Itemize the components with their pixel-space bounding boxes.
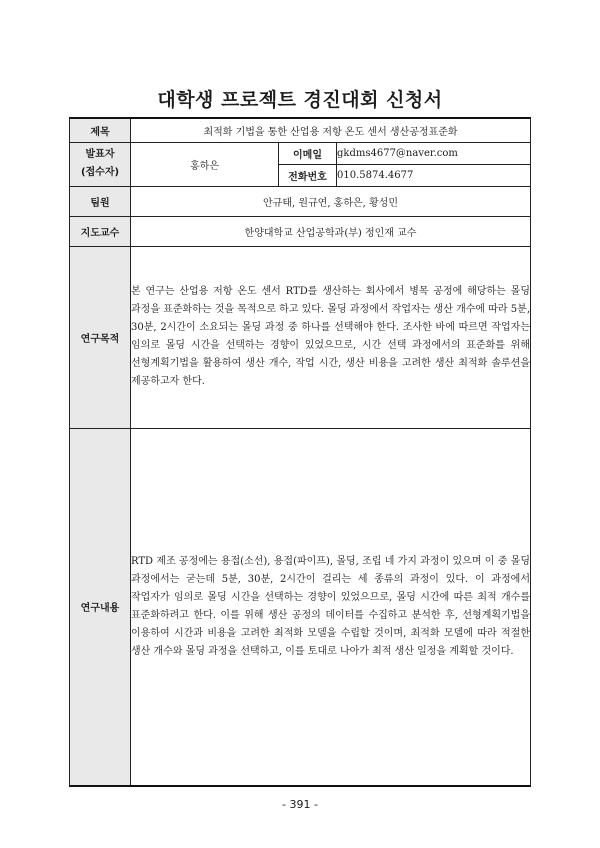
team-label: 팀원 — [70, 186, 131, 216]
subject-row — [70, 118, 531, 142]
subject-value: 최적화 기법을 통한 산업용 저항 온도 센서 생산공정표준화 — [131, 118, 531, 142]
purpose-text: 본 연구는 산업용 저항 온도 센서 RTD를 생산하는 회사에서 병목 공정에 해당하는 몰딩 과정을 표준화하는 것을 목적으로 하고 있다. 몰딩 과정에서 작업자는 생산 개수에 따라 5분, 30분, 2시간이 소요되는 몰딩 과정 중 하나를 선택해야 한다. 조사한 바에 따르면 작업자는 임의로 몰딩 시간을 선택하는 경향이 있었으므로, 시간 선택 과정에서의 표준화를 위해 선형계획기법을 활용하여 생산 개수, 작업 시간, 생산 비용을 고려한 생산 최적화 솔루션을 제공하고자 한다. — [131, 246, 531, 428]
form-title: 대학생 프로젝트 경진대회 신청서 — [157, 89, 443, 111]
page-number: - 391 - — [282, 798, 318, 811]
content-label: 연구내용 — [70, 428, 131, 786]
presenter-label-line2: (접수자) — [80, 167, 120, 178]
presenter-row-email — [70, 142, 531, 164]
presenter-label-line1: 발표자 — [85, 149, 115, 160]
phone-label: 전화번호 — [279, 164, 337, 186]
subject-label: 제목 — [70, 118, 131, 142]
advisor-value: 한양대학교 산업공학과(부) 정인재 교수 — [131, 216, 531, 246]
purpose-label: 연구목적 — [70, 246, 131, 428]
email-label: 이메일 — [279, 142, 337, 164]
presenter-label — [70, 142, 131, 186]
presenter-name: 홍하은 — [131, 142, 279, 186]
advisor-label: 지도교수 — [70, 216, 131, 246]
application-form-table — [69, 117, 531, 787]
purpose-row — [70, 246, 531, 428]
content-text: RTD 제조 공정에는 용접(소선), 용접(파이프), 몰딩, 조립 네 가지 과정이 있으며 이 중 몰딩 과정에서는 굳는데 5분, 30분, 2시간이 걸리는 세 종류의 과정이 있다. 이 과정에서 작업자가 임의로 몰딩 시간을 선택하는 경향이 있었으므로, 몰딩 시간에 따른 최적 개수를 표준화하려고 한다. 이를 위해 생산 공정의 데이터를 수집하고 분석한 후, 선형계획기법을 이용하여 시간과 비용을 고려한 최적화 모델을 수립할 것이며, 최적화 모델에 따라 적절한 생산 개수와 몰딩 과정을 선택하고, 이를 토대로 나아가 최적 생산 일정을 계획할 것이다. — [131, 428, 531, 786]
email-value: gkdms4677@naver.com — [337, 142, 531, 164]
team-value: 안규태, 원규연, 홍하은, 황성민 — [131, 186, 531, 216]
advisor-row — [70, 216, 531, 246]
content-row — [70, 428, 531, 786]
team-row — [70, 186, 531, 216]
phone-value: 010.5874.4677 — [337, 164, 531, 186]
